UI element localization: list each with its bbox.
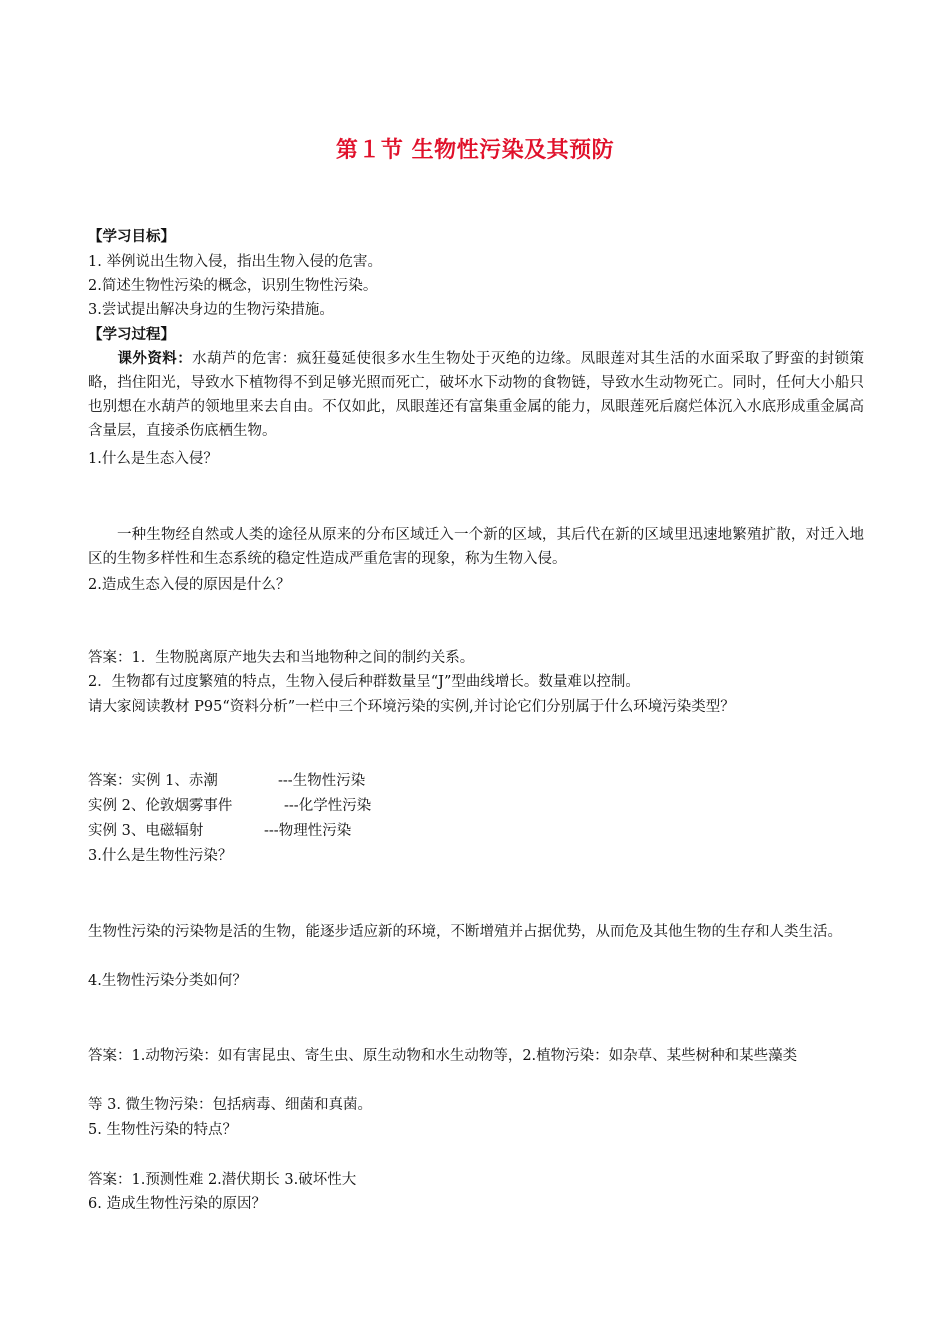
reading-prompt: 请大家阅读教材 P95“资料分析”一栏中三个环境污染的实例,并讨论它们分别属于什么环境污染类型？: [88, 699, 735, 715]
material-paragraph: [88, 347, 864, 443]
material-label: 课外资料：: [117, 351, 193, 367]
answer-2-line-2: 2．生物都有过度繁殖的特点，生物入侵后种群数量呈“J”型曲线增长。数量难以控制。: [88, 674, 640, 690]
example-label: 答案：实例 1、赤潮: [88, 773, 218, 789]
page-title: 第１节 生物性污染及其预防: [335, 138, 615, 163]
example-row-1: [88, 771, 365, 791]
question-1: 1.什么是生态入侵？: [88, 451, 218, 467]
question-3: 3.什么是生物性污染？: [88, 848, 233, 864]
material-text: 水葫芦的危害：疯狂蔓延使很多水生生物处于灭绝的边缘。凤眼莲对其生活的水面采取了野蛮的封锁策略，挡住阳光，导致水下植物得不到足够光照而死亡，破坏水下动物的食物链，导致水生动物死亡。同时，任何大小船只也别想在水葫芦的领地里来去自由。不仅如此，凤眼莲还有富集重金属的能力，凤眼莲死后腐烂体沉入水底形成重金属高含量层，直接杀伤底栖生物。: [88, 351, 864, 439]
answer-5: 答案：1.预测性难 2.潜伏期长 3.破坏性大: [88, 1172, 357, 1188]
example-type: ---生物性污染: [278, 773, 366, 789]
question-6: 6. 造成生物性污染的原因？: [88, 1196, 266, 1212]
goal-item-1: 1. 举例说出生物入侵，指出生物入侵的危害。: [88, 254, 382, 270]
goal-item-3: 3.尝试提出解决身边的生物污染措施。: [88, 302, 334, 318]
example-row-3: [88, 821, 351, 841]
goals-heading: 【学习目标】: [88, 229, 175, 245]
question-4: 4.生物性污染分类如何？: [88, 973, 247, 989]
answer-3: 生物性污染的污染物是活的生物，能逐步适应新的环境，不断增殖并占据优势，从而危及其他生物的生存和人类生活。: [88, 924, 842, 940]
question-2: 2.造成生态入侵的原因是什么？: [88, 577, 291, 593]
answer-1: 一种生物经自然或人类的途径从原来的分布区域迁入一个新的区域，其后代在新的区域里迅速地繁殖扩散，对迁入地区的生物多样性和生态系统的稳定性造成严重危害的现象，称为生物入侵。: [88, 527, 864, 567]
example-label: 实例 3、电磁辐射: [88, 823, 204, 839]
example-row-2: [88, 796, 371, 816]
example-type: ---物理性污染: [264, 823, 352, 839]
example-label: 实例 2、伦敦烟雾事件: [88, 798, 233, 814]
process-heading: 【学习过程】: [88, 327, 175, 343]
question-5: 5. 生物性污染的特点？: [88, 1122, 237, 1138]
answer-4-line-1: 答案：1.动物污染：如有害昆虫、寄生虫、原生动物和水生动物等，2.植物污染：如杂草、某些树种和某些藻类: [88, 1048, 798, 1064]
answer-2-line-1: 答案：1．生物脱离原产地失去和当地物种之间的制约关系。: [88, 650, 475, 666]
answer-4-line-2: 等 3. 微生物污染：包括病毒、细菌和真菌。: [88, 1097, 373, 1113]
example-type: ---化学性污染: [284, 798, 372, 814]
goal-item-2: 2.简述生物性污染的概念，识别生物性污染。: [88, 278, 378, 294]
